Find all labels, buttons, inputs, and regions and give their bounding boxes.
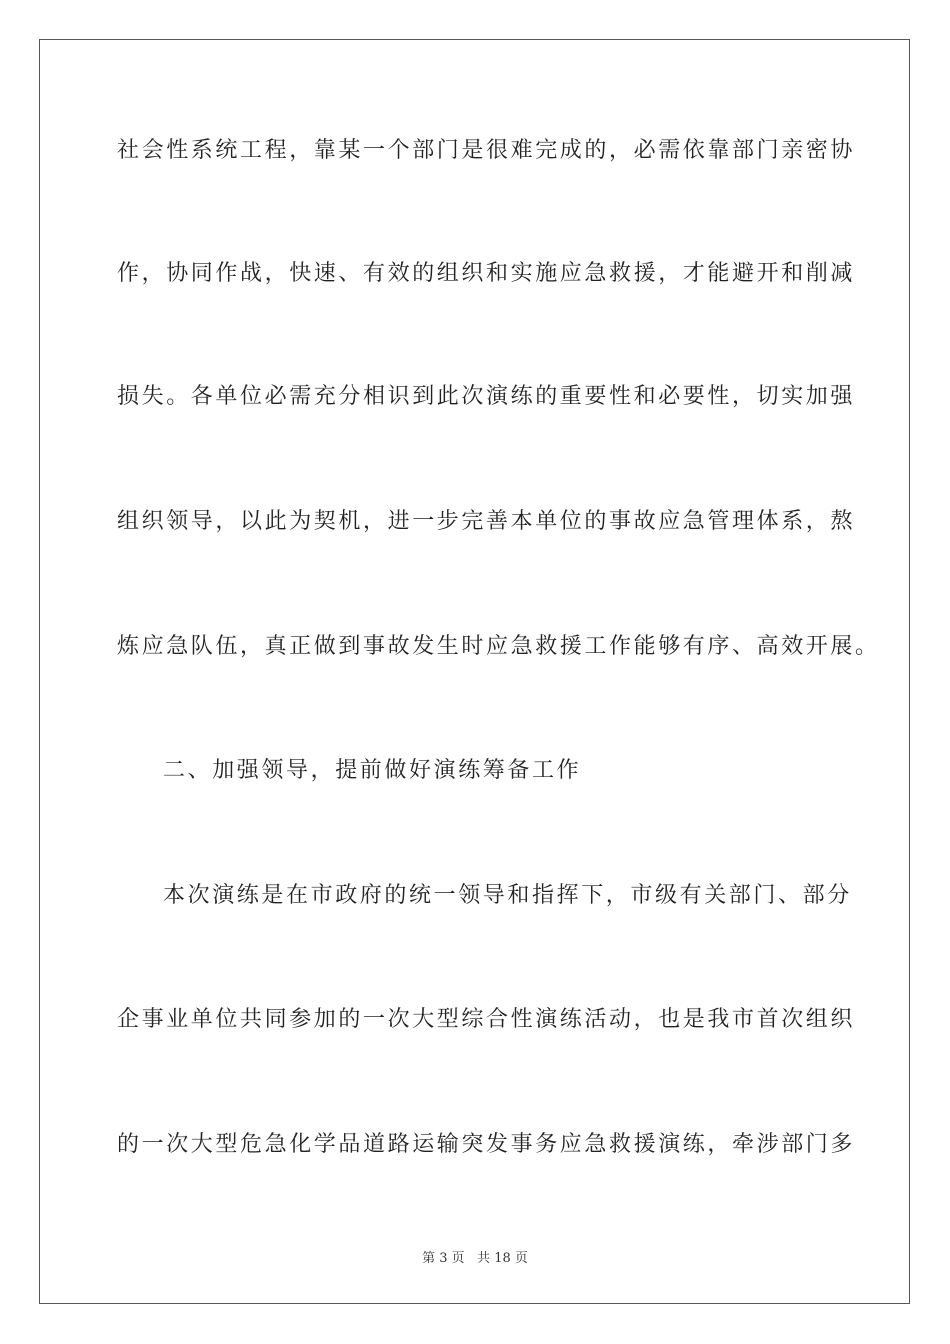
body-text-line: 社会性系统工程，靠某一个部门是很难完成的，必需依靠部门亲密协 [117, 138, 856, 163]
body-text-line: 炼应急队伍，真正做到事故发生时应急救援工作能够有序、高效开展。 [117, 634, 880, 659]
body-text-line: 的一次大型危急化学品道路运输突发事务应急救援演练，牵涉部门多 [117, 1132, 856, 1157]
page-border [39, 39, 910, 1304]
body-text-line: 损失。各单位必需充分相识到此次演练的重要性和必要性，切实加强 [117, 384, 856, 409]
body-text-line: 组织领导，以此为契机，进一步完善本单位的事故应急管理体系，熬 [117, 509, 856, 534]
body-text-line: 作，协同作战，快速、有效的组织和实施应急救援，才能避开和削减 [117, 261, 856, 286]
section-heading: 二、加强领导，提前做好演练筹备工作 [163, 758, 582, 783]
body-text-line: 企事业单位共同参加的一次大型综合性演练活动，也是我市首次组织 [117, 1007, 856, 1032]
page-number-footer: 第 3 页 共 18 页 [422, 1251, 528, 1266]
paragraph-first-line: 本次演练是在市政府的统一领导和指挥下，市级有关部门、部分 [163, 883, 852, 908]
